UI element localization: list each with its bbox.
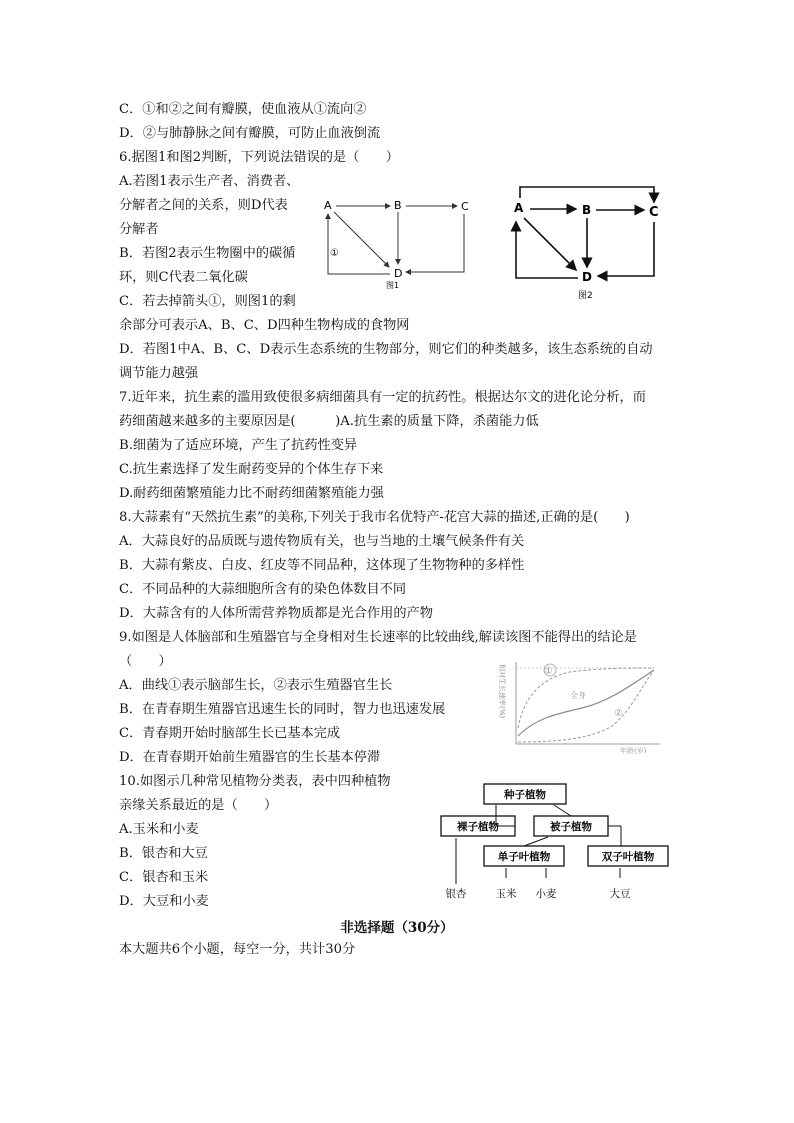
question-10-2: 亲缘关系最近的是（ ） (119, 798, 278, 813)
q7-option-c: C.抗生素选择了发生耐药变异的个体生存下来 (119, 462, 384, 477)
fig1-node-d: D (394, 267, 403, 280)
fig1-caption: 图1 (386, 281, 400, 290)
fig4-angiosperms: 被子植物 (550, 821, 592, 833)
fig4-gymnosperms: 裸子植物 (457, 821, 499, 833)
question-9-2: （ ） (119, 654, 172, 669)
fig3-curve-1-brain (518, 668, 654, 728)
q8-option-a: A．大蒜良好的品质既与遗传物质有关，也与当地的土壤气候条件有关 (119, 534, 525, 549)
option-5d: D．②与肺静脉之间有瓣膜，可防止血液倒流 (119, 126, 381, 141)
fig1-arrow-c-d (406, 214, 464, 272)
q8-option-b: B．大蒜有紫皮、白皮、红皮等不同品种，这体现了生物物种的多样性 (119, 558, 525, 573)
fig2-node-b: B (582, 203, 592, 217)
fig1-arrow-1-label: ① (330, 248, 339, 259)
q6-option-b-1: B．若图2表示生物圈中的碳循 (119, 246, 296, 261)
q9-option-c: C．青春期开始时脑部生长已基本完成 (119, 726, 341, 741)
fig1-node-b: B (394, 199, 402, 212)
fig4-corn: 玉米 (495, 888, 517, 900)
q6-option-c-1: C．若去掉箭头①，则图1的剩 (119, 294, 296, 309)
section-title: 非选择题（30分） (340, 920, 454, 936)
q6-option-a-3: 分解者 (119, 222, 159, 237)
q6-option-b-2: 环，则C代表二氧化碳 (119, 270, 248, 285)
fig4-ginkgo: 银杏 (445, 888, 467, 900)
option-5c: C．①和②之间有瓣膜，使血液从①流向② (119, 102, 367, 117)
fig3-curve-2-label: ② (614, 708, 623, 719)
q8-option-d: D．大蒜含有的人体所需营养物质都是光合作用的产物 (119, 606, 433, 621)
fig2-arrow-a-d (524, 218, 576, 270)
figure-4-plant-classification (436, 780, 676, 904)
fig2-caption: 图2 (578, 291, 593, 301)
fig4-soybean: 大豆 (609, 888, 631, 900)
fig4-seed-plants: 种子植物 (504, 789, 546, 801)
fig1-node-a: A (324, 199, 332, 212)
fig3-curve-1-label: ① (544, 666, 553, 677)
q8-option-c: C．不同品种的大蒜细胞所含有的染色体数目不同 (119, 582, 407, 597)
q9-option-b: B．在青春期生殖器官迅速生长的同时，智力也迅速发展 (119, 702, 446, 717)
fig4-dicots: 双子叶植物 (601, 851, 655, 863)
fig3-curve-2-reproductive (518, 670, 654, 742)
fig1-arrow-a-d (334, 212, 389, 267)
q6-option-d-1: D．若图1中A、B、C、D表示生态系统的生物部分，则它们的种类越多，该生态系统的自动 (119, 342, 653, 357)
fig3-whole-body-label: 全身 (570, 691, 586, 700)
fig1-arrow-d-a (328, 214, 390, 274)
fig2-node-c: C (649, 205, 659, 220)
figure-3-growth-curves (490, 656, 670, 756)
fig4-link-mono-angio (524, 837, 548, 846)
question-9-1: 9.如图是人体脑部和生殖器官与全身相对生长速率的比较曲线,解读该图不能得出的结论是 (119, 630, 637, 645)
q7-option-d: D.耐药细菌繁殖能力比不耐药细菌繁殖能力强 (119, 486, 384, 501)
fig3-curve-whole-body (518, 670, 654, 736)
fig2-arrow-c-d (598, 222, 654, 276)
q9-option-a: A．曲线①表示脑部生长，②表示生殖器官生长 (119, 678, 393, 693)
fig2-arrow-a-c-top (520, 187, 654, 202)
q7-option-b: B.细菌为了适应环境，产生了抗药性变异 (119, 438, 358, 453)
q6-option-a-1: A.若图1表示生产者、消费者、 (119, 174, 300, 189)
q6-option-a-2: 分解者之间的关系，则D代表 (119, 198, 288, 213)
q10-option-c: C．银杏和玉米 (119, 870, 209, 885)
fig3-xlabel: 年龄(岁) (620, 747, 647, 755)
q6-option-c-2: 余部分可表示A、B、C、D四种生物构成的食物网 (119, 318, 410, 333)
question-6: 6.据图1和图2判断，下列说法错误的是（ ） (119, 150, 399, 165)
figure-2 (506, 182, 666, 302)
q10-option-b: B．银杏和大豆 (119, 846, 208, 861)
fig2-node-a: A (514, 201, 524, 215)
q9-option-d: D．在青春期开始前生殖器官的生长基本停滞 (119, 750, 381, 765)
fig4-monocots: 单子叶植物 (497, 851, 551, 863)
question-7-1: 7.近年来，抗生素的滥用致使很多病细菌具有一定的抗药性。根据达尔文的进化论分析，而 (119, 390, 646, 405)
fig4-wheat: 小麦 (535, 888, 557, 900)
fig2-node-d: D (582, 270, 592, 284)
q10-option-d: D．大豆和小麦 (119, 894, 209, 909)
q6-option-d-2: 调节能力越强 (119, 366, 199, 381)
question-8: 8.大蒜素有“天然抗生素”的美称,下列关于我市名优特产-花宫大蒜的描述,正确的是( ) (119, 510, 630, 525)
question-7-2: 药细菌越来越多的主要原因是( )A.抗生素的质量下降，杀菌能力低 (119, 414, 539, 429)
fig4-link-angio-root (554, 805, 571, 816)
fig1-node-c: C (461, 200, 469, 213)
section-note: 本大题共6个小题，每空一分，共计30分 (119, 942, 356, 957)
question-10-1: 10.如图示几种常见植物分类表，表中四种植物 (119, 774, 391, 789)
fig2-arrow-d-a (516, 222, 578, 278)
figure-1 (318, 190, 478, 290)
q10-option-a: A.玉米和小麦 (119, 822, 199, 837)
fig3-ylabel: 相对生长速率(%) (498, 664, 506, 719)
